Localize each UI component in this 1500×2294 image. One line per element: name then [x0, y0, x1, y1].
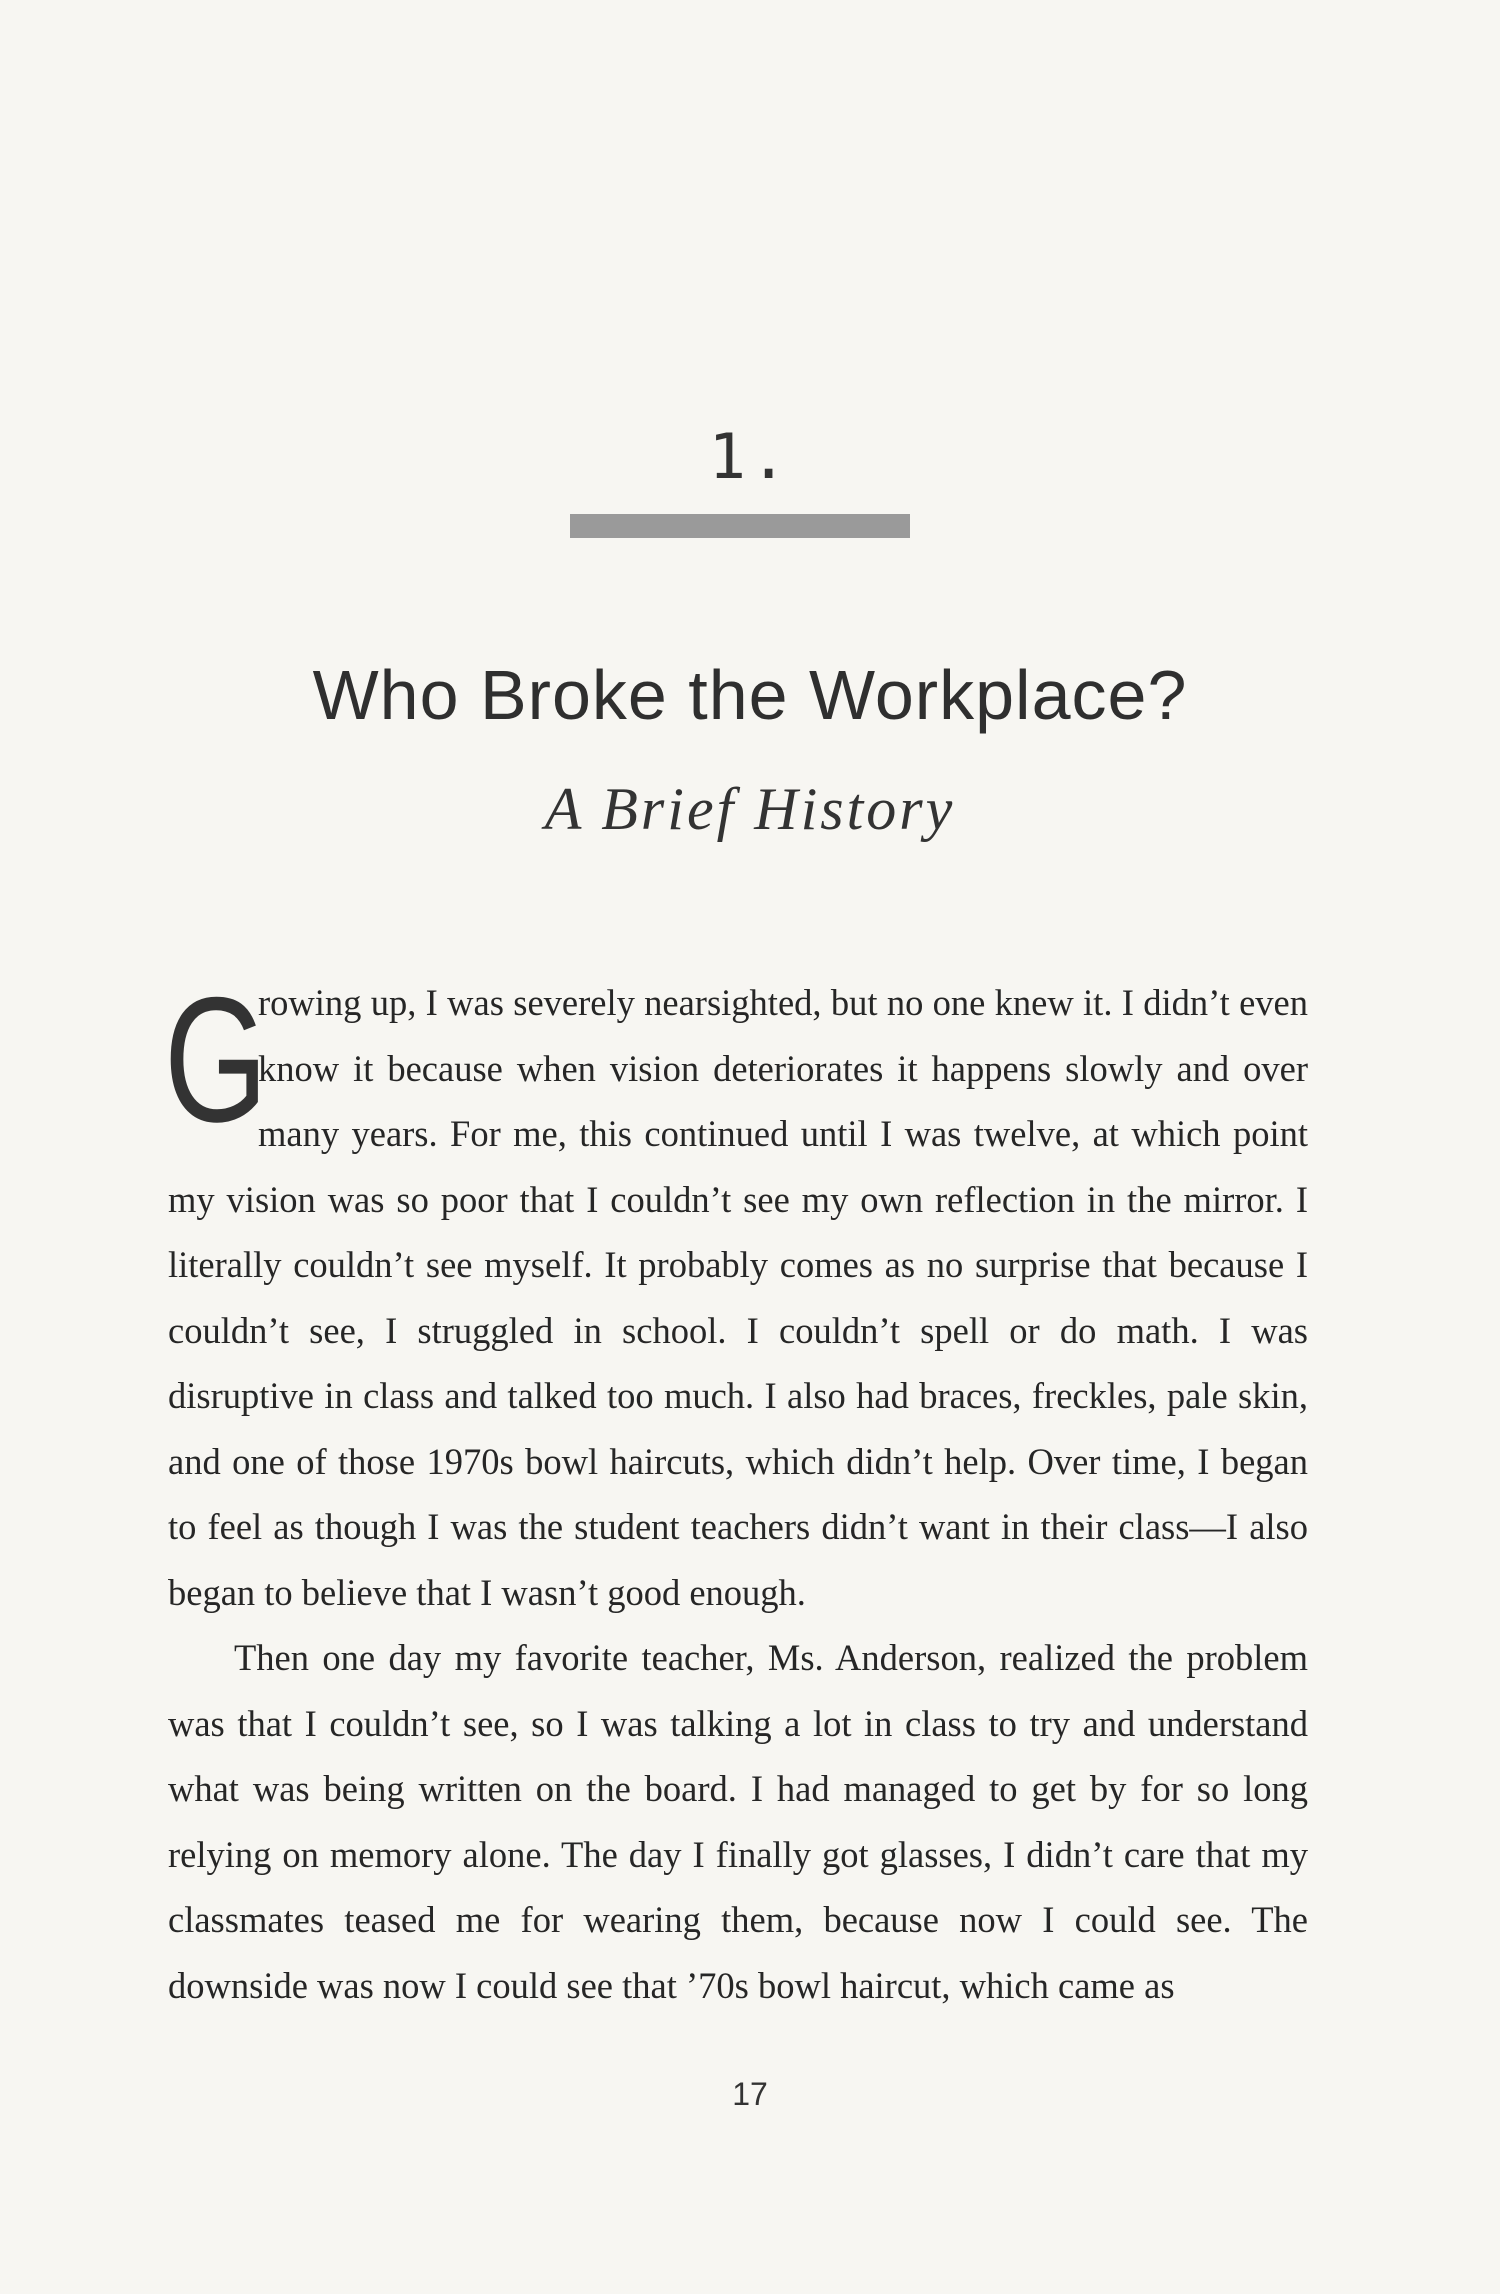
chapter-subtitle: A Brief History [544, 776, 956, 842]
body-text [164, 960, 1308, 2018]
drop-cap: G [164, 960, 268, 1159]
page-number: 17 [732, 2076, 768, 2112]
chapter-title: Who Broke the Workplace? [312, 656, 1188, 734]
paragraph-2: Then one day my favorite teacher, Ms. Anderson, realized the problem was that I couldn’t see, so I was talking a lot in class to try and understand what was being written on the board. I had managed to get by for so long relying on memory alone. The day I finally got glasses, I didn’t care that my classmates teased me for wearing them, because now I could see. The downside was now I could see that ’70s bowl haircut, which came as [168, 1637, 1308, 2006]
chapter-number: 1. [708, 420, 792, 493]
chapter-rule [570, 514, 910, 538]
paragraph-1 [164, 960, 1308, 1625]
paragraph-1-text: rowing up, I was severely nearsighted, but no one knew it. I didn’t even know it because when vision deteriorates it happens slowly and over many years. For me, this continued until I was twelve, at which point my vision was so poor that I couldn’t see my own reflection in the mirror. I literally couldn’t see myself. It probably comes as no surprise that because I couldn’t see, I struggled in school. I couldn’t spell or do math. I was disruptive in class and talked too much. I also had braces, freckles, pale skin, and one of those 1970s bowl haircuts, which didn’t help. Over time, I began to feel as though I was the student teachers didn’t want in their class—I also began to believe that I wasn’t good enough. [168, 982, 1308, 1613]
